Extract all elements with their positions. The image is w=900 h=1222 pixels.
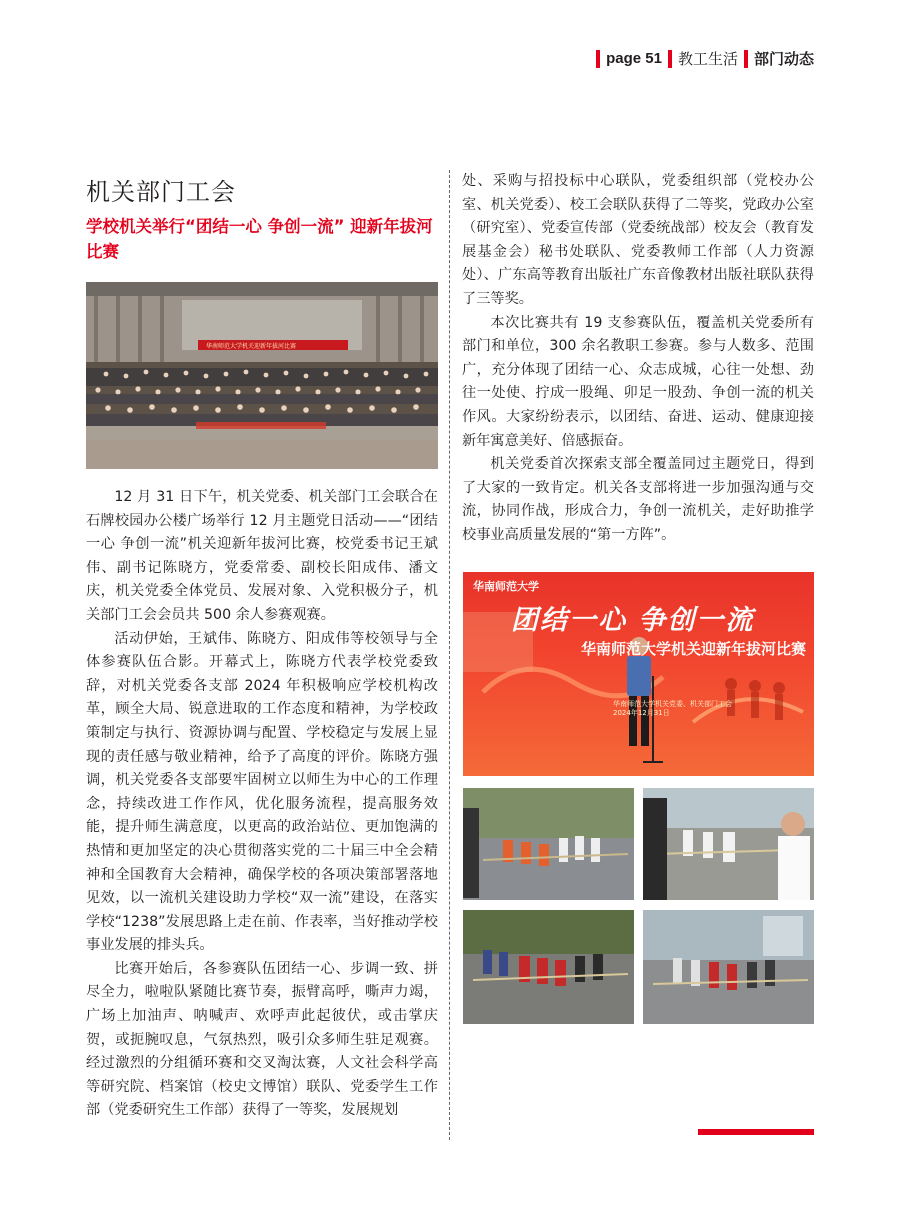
footer-accent-bar bbox=[698, 1129, 814, 1135]
banner-footer bbox=[613, 700, 732, 718]
tug-photo-2 bbox=[643, 788, 814, 900]
header-page-segment bbox=[596, 50, 662, 68]
speech-photo bbox=[463, 572, 814, 776]
tug-photo-1-illustration bbox=[463, 788, 634, 900]
header-category-segment bbox=[668, 50, 738, 68]
paragraph-1: 12 月 31 日下午，机关党委、机关部门工会联合在石牌校园办公楼广场举行 12 月主题党日活动——“团结一心 争创一流”机关迎新年拔河比赛，校党委书记王斌伟、副书记陈晓方，党委常委、副校长阳成伟、潘文庆，机关党委全体党员、发展对象、入党积极分子，机关部门工会会员共 500 余人参赛观赛。 bbox=[86, 489, 438, 623]
department-heading: 机关部门工会 bbox=[86, 178, 236, 206]
header-bar-2 bbox=[668, 50, 672, 68]
tug-photo-4-illustration bbox=[643, 910, 814, 1024]
group-photo-illustration bbox=[86, 282, 438, 469]
group-photo bbox=[86, 282, 438, 469]
column-divider bbox=[449, 170, 450, 1140]
banner-subtitle: 华南师范大学机关迎新年拔河比赛 bbox=[581, 640, 807, 658]
header-category: 教工生活 bbox=[677, 50, 738, 68]
banner-title: 团结一心 争创一流 bbox=[511, 605, 755, 636]
running-header bbox=[590, 48, 814, 70]
article-title: 学校机关举行“团结一心 争创一流” 迎新年拔河比赛 bbox=[86, 217, 433, 261]
university-logo-text: 华南师范大学 bbox=[473, 580, 539, 593]
paragraph-3-continuation: 处、采购与招投标中心联队，党委组织部（党校办公室、机关党委）、校工会联队获得了二等奖，党政办公室（研究室）、党委宣传部（党委统战部）校友会（教育发展基金会）秘书处联队、党委教师工作部（人力资源处）、广东高等教育出版社广东音像教材出版社联队获得了三等奖。 bbox=[462, 173, 814, 307]
paragraph-2: 活动伊始，王斌伟、陈晓方、阳成伟等校领导与全体参赛队伍合影。开幕式上，陈晓方代表学校党委致辞，对机关党委各支部 2024 年积极响应学校机构改革，顾全大局、锐意进取的工作态度和精神，为学校政策制定与执行、资源协调与配置、学校稳定与发展上显现的责任感与敬业精神，给予了高度的评价。陈晓方强调，机关党委各支部要牢固树立以师生为中心的工作理念，持续改进工作作风，优化服务流程，提高服务效能，提升师生满意度，以更高的政治站位、更加饱满的热情和更加坚定的决心贯彻落实党的二十届三中全会精神和全国教育大会精神，确保学校的各项决策部署落地见效，以一流机关建设助力学校“双一流”建设，在落实学校“1238”发展思路上走在前、作表率，当好推动学校事业发展的排头兵。 bbox=[86, 630, 438, 954]
tug-photo-4 bbox=[643, 910, 814, 1024]
page-number: page 51 bbox=[606, 50, 662, 67]
group-photo-banner-text: 华南师范大学机关迎新年拔河比赛 bbox=[206, 343, 297, 350]
header-section-segment bbox=[744, 50, 814, 68]
tug-photo-2-illustration bbox=[643, 788, 814, 900]
header-bar-3 bbox=[744, 50, 748, 68]
paragraph-5: 机关党委首次探索支部全覆盖同过主题党日，得到了大家的一致肯定。机关各支部将进一步加强沟通与交流，协同作战，形成合力，争创一流机关，走好助推学校事业高质量发展的“第一方阵”。 bbox=[462, 456, 814, 543]
paragraph-4: 本次比赛共有 19 支参赛队伍，覆盖机关党委所有部门和单位，300 余名教职工参赛。参与人数多、范围广，充分体现了团结一心、众志成城，心往一处想、劲往一处使、拧成一股绳、卯足一股劲、争创一流的机关作风。大家纷纷表示，以团结、奋进、运动、健康迎接新年寓意美好、倍感振奋。 bbox=[462, 314, 814, 449]
paragraph-3: 比赛开始后，各参赛队伍团结一心、步调一致、拼尽全力，啦啦队紧随比赛节奏，振臂高呼，嘶声力竭，广场上加油声、呐喊声、欢呼声此起彼伏，或击掌庆贺，或扼腕叹息，气氛热烈，吸引众多师生驻足观赛。经过激烈的分组循环赛和交叉淘汰赛，人文社会科学高等研究院、档案馆（校史文博馆）联队、党委学生工作部（党委研究生工作部）获得了一等奖，发展规划 bbox=[86, 960, 438, 1119]
header-bar-1 bbox=[596, 50, 600, 68]
tug-photo-3 bbox=[463, 910, 634, 1024]
banner-footer-organizer: 华南师范大学机关党委、机关部门工会 bbox=[613, 700, 732, 708]
left-column bbox=[86, 486, 438, 1123]
banner-footer-date: 2024年12月31日 bbox=[613, 709, 670, 717]
tug-photo-3-illustration bbox=[463, 910, 634, 1024]
right-column bbox=[462, 170, 814, 548]
tug-photo-1 bbox=[463, 788, 634, 900]
header-section: 部门动态 bbox=[753, 50, 814, 68]
